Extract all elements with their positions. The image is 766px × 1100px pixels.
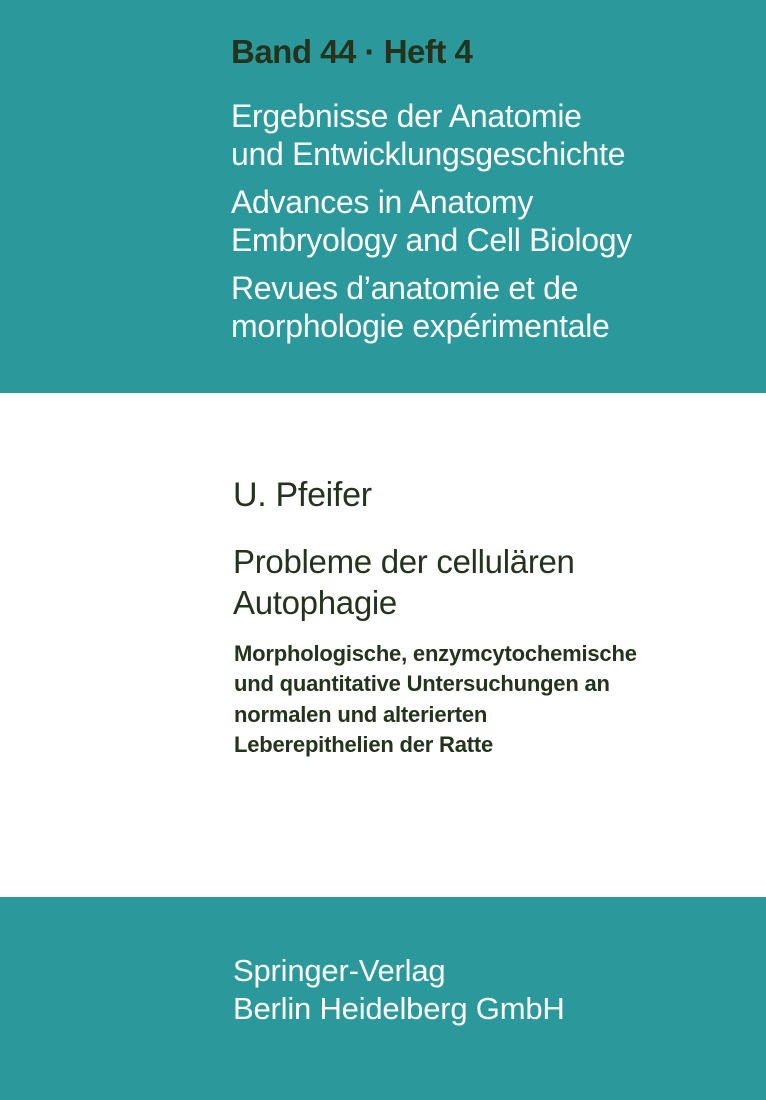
series-title-german-line-2: und Entwicklungsgeschichte <box>231 136 626 172</box>
book-subtitle-line-3: normalen und alterierten <box>234 702 488 727</box>
book-title-line-2: Autophagie <box>233 584 397 621</box>
book-title-line-1: Probleme der cellulären <box>233 543 575 580</box>
top-band <box>0 0 766 393</box>
publisher-location: Berlin Heidelberg GmbH <box>233 991 565 1026</box>
author-name: U. Pfeifer <box>233 476 372 514</box>
book-subtitle-line-2: und quantitative Untersuchungen an <box>234 671 610 696</box>
book-subtitle-line-4: Leberepithelien der Ratte <box>234 732 494 757</box>
series-title-german-line-1: Ergebnisse der Anatomie <box>231 98 582 134</box>
volume-issue-label: Band 44 · Heft 4 <box>231 33 473 70</box>
bottom-band <box>0 897 766 1100</box>
series-title-english-line-2: Embryology and Cell Biology <box>231 222 632 258</box>
series-title-english-line-1: Advances in Anatomy <box>231 184 534 220</box>
publisher-name: Springer-Verlag <box>233 953 446 988</box>
series-title-french-line-1: Revues d’anatomie et de <box>231 270 579 306</box>
book-subtitle-line-1: Morphologische, enzymcytochemische <box>234 641 637 666</box>
series-title-french-line-2: morphologie expérimentale <box>231 308 610 344</box>
